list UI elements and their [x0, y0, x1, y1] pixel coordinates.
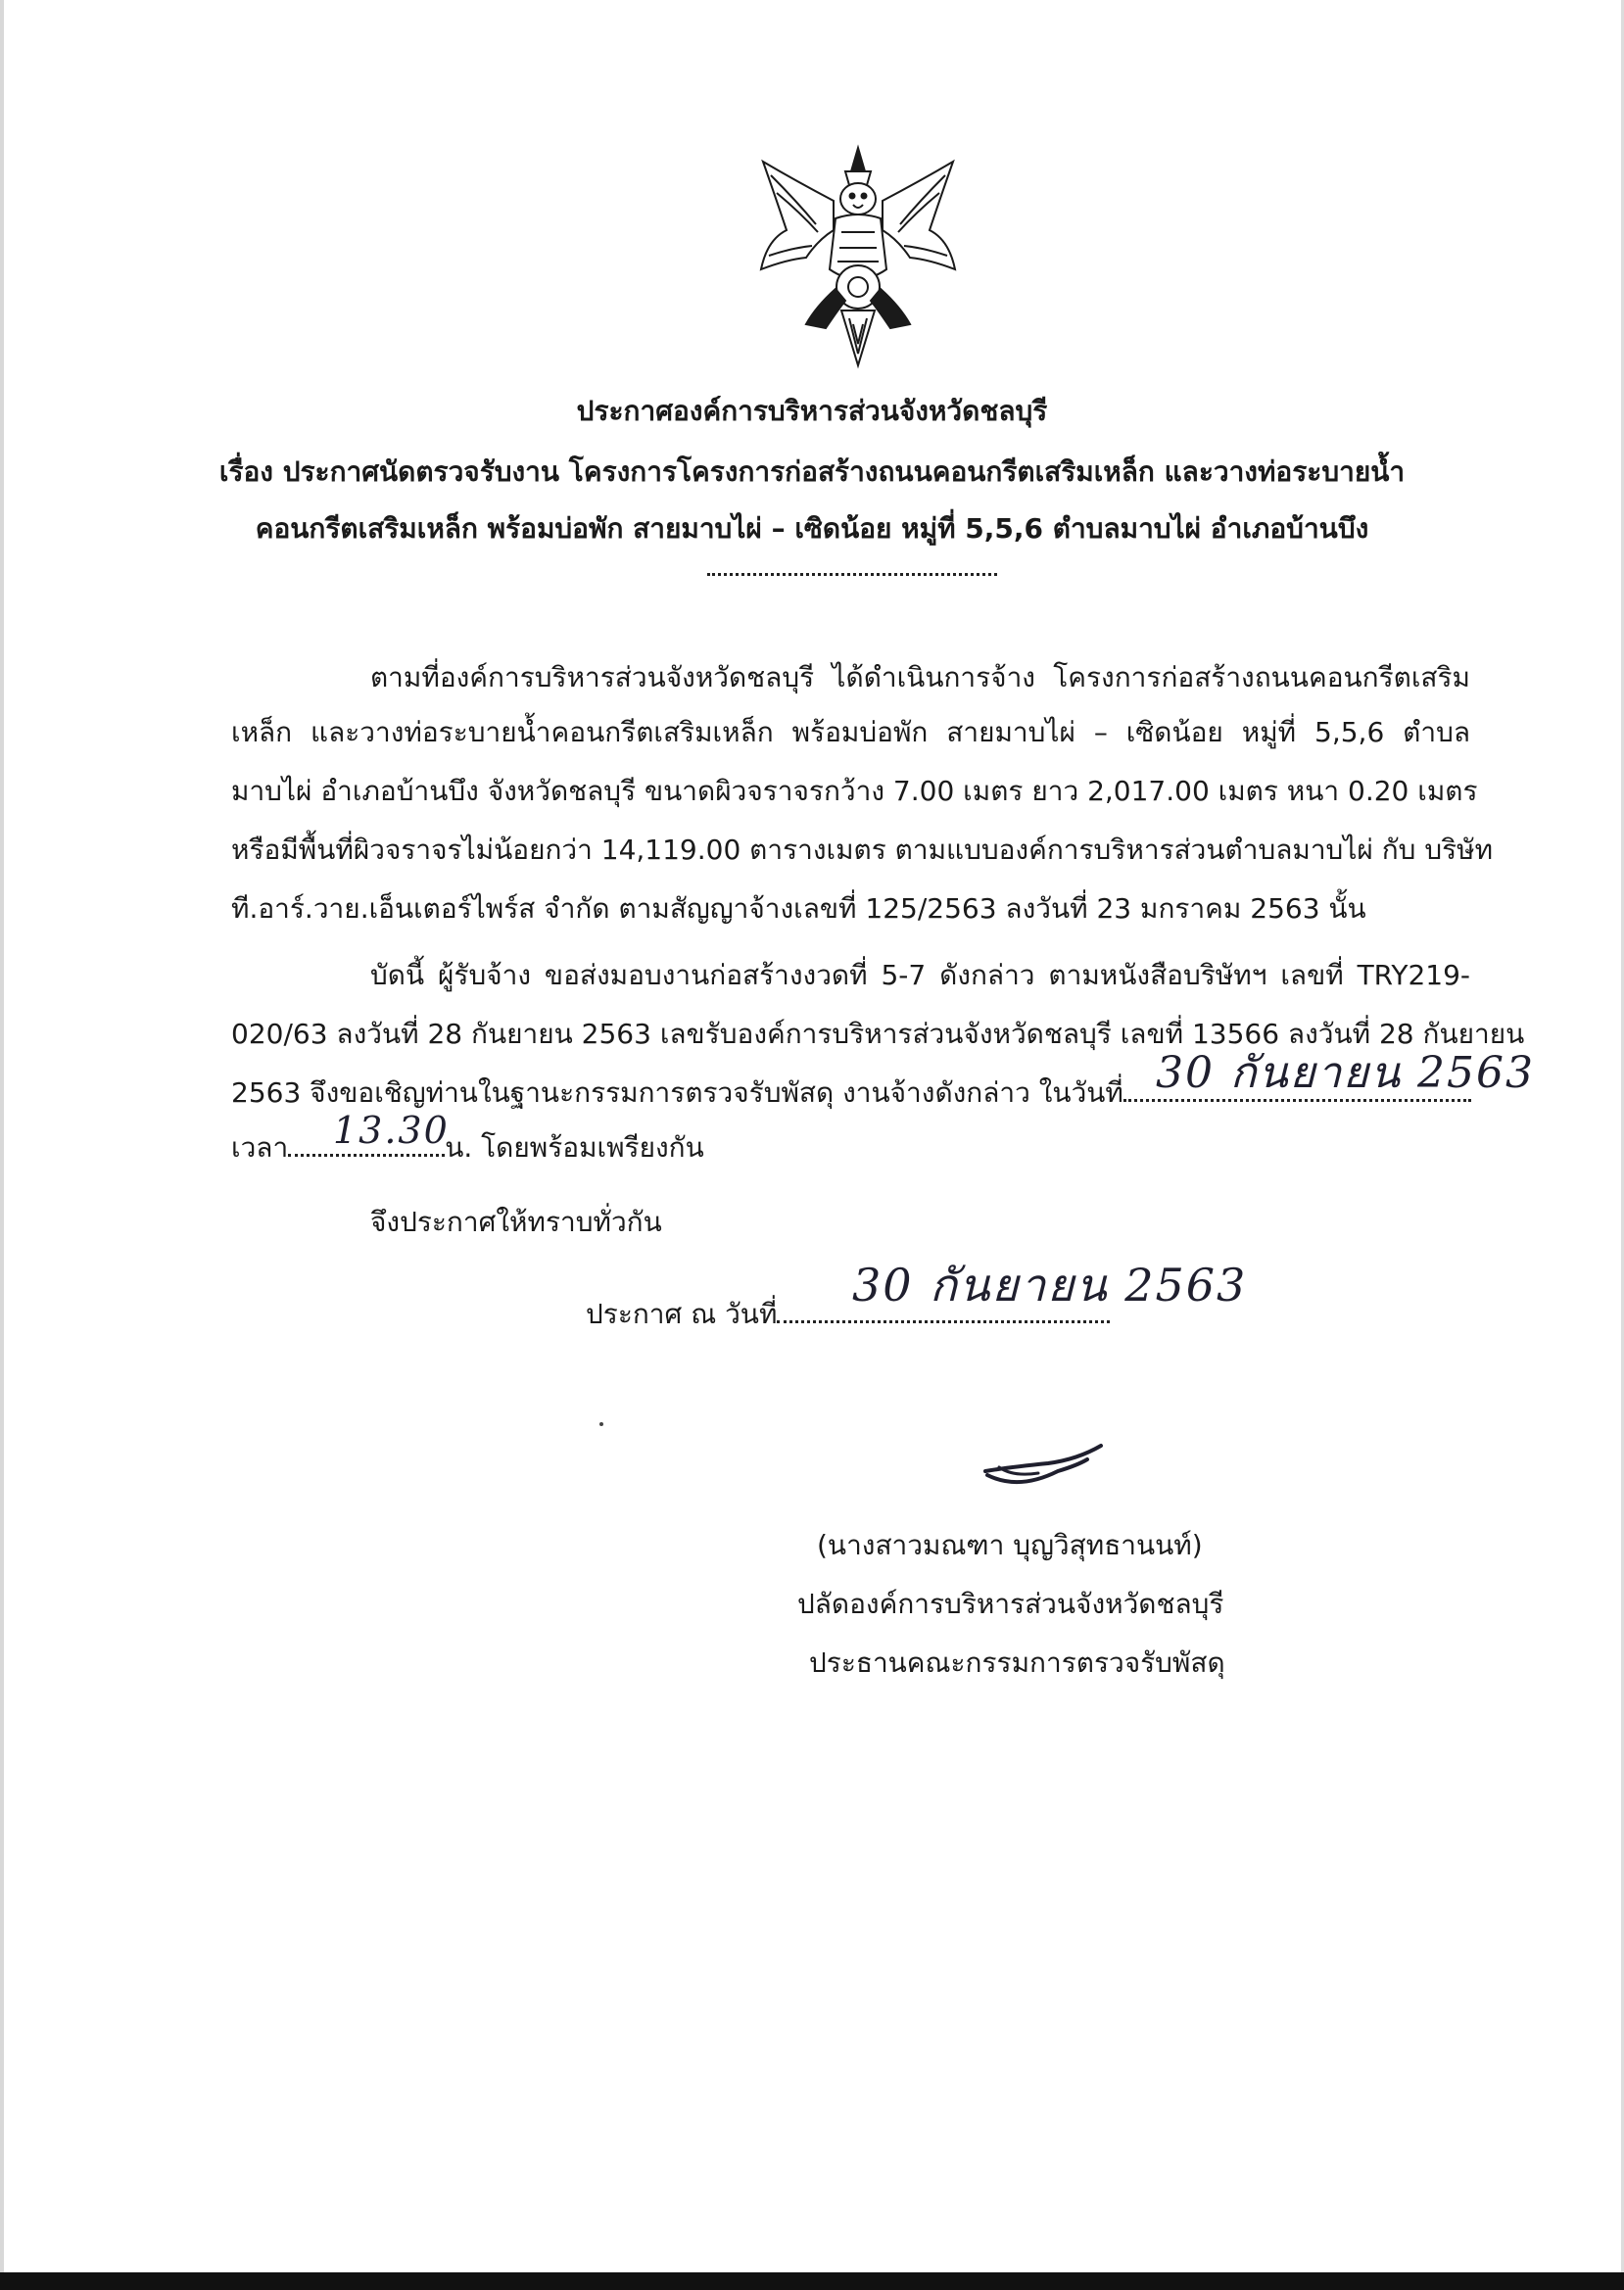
scan-edge-bottom — [0, 2272, 1624, 2290]
paragraph-1-line-5: ที.อาร์.วาย.เอ็นเตอร์ไพร์ส จำกัด ตามสัญญาจ้างเลขที่ 125/2563 ลงวันที่ 23 มกราคม 2563 นั้น — [231, 892, 1366, 925]
handwritten-signature-icon — [979, 1438, 1107, 1497]
paragraph-1-line-2: เหล็ก และวางท่อระบายน้ำคอนกรีตเสริมเหล็ก พร้อมบ่อพัก สายมาบไผ่ – เซิดน้อย หมู่ที่ 5,5,6 ตำบล — [231, 716, 1470, 748]
paragraph-1-line-3: มาบไผ่ อำเภอบ้านบึง จังหวัดชลบุรี ขนาดผิวจราจรกว้าง 7.00 เมตร ยาว 2,017.00 เมตร หนา 0.20 เมตร — [231, 775, 1478, 807]
signatory-position: ปลัดองค์การบริหารส่วนจังหวัดชลบุรี — [797, 1588, 1224, 1620]
closing-statement: จึงประกาศให้ทราบทั่วกัน — [370, 1206, 662, 1238]
garuda-emblem-icon — [757, 142, 959, 369]
announce-date-label: ประกาศ ณ วันที่ — [586, 1298, 778, 1330]
handwritten-date: 30 กันยายน 2563 — [1156, 1048, 1536, 1098]
subject-line-2: คอนกรีตเสริมเหล็ก พร้อมบ่อพัก สายมาบไผ่ – เซิดน้อย หมู่ที่ 5,5,6 ตำบลมาบไผ่ อำเภอบ้านบึง — [255, 512, 1369, 545]
time-suffix: น. โดยพร้อมเพรียงกัน — [445, 1131, 704, 1164]
signatory-role: ประธานคณะกรรมการตรวจรับพัสดุ — [809, 1646, 1225, 1679]
signatory-name: (นางสาวมณฑา บุญวิสุทธานนท์) — [817, 1529, 1203, 1561]
scan-edge-left — [0, 0, 4, 2290]
paragraph-1-line-1: ตามที่องค์การบริหารส่วนจังหวัดชลบุรี ได้ดำเนินการจ้าง โครงการก่อสร้างถนนคอนกรีตเสริม — [370, 661, 1470, 693]
paragraph-2-line-3-text: 2563 จึงขอเชิญท่านในฐานะกรรมการตรวจรับพัสดุ งานจ้างดังกล่าว ในวันที่ — [231, 1076, 1123, 1109]
paragraph-2-time-line — [231, 1128, 704, 1168]
paragraph-2-line-1: บัดนี้ ผู้รับจ้าง ขอส่งมอบงานก่อสร้างงวดที่ 5-7 ดังกล่าว ตามหนังสือบริษัทฯ เลขที่ TRY219- — [370, 959, 1470, 991]
stray-dot — [599, 1422, 603, 1426]
handwritten-announce-date: 30 กันยายน 2563 — [852, 1259, 1248, 1312]
subject-line-1: เรื่อง ประกาศนัดตรวจรับงาน โครงการโครงการก่อสร้างถนนคอนกรีตเสริมเหล็ก และวางท่อระบายน้ำ — [218, 455, 1406, 488]
paragraph-2-line-2: 020/63 ลงวันที่ 28 กันยายน 2563 เลขรับองค์การบริหารส่วนจังหวัดชลบุรี เลขที่ 13566 ลงวันที่ 28 กันยายน — [231, 1018, 1525, 1050]
heading-divider — [707, 573, 997, 576]
agency-title: ประกาศองค์การบริหารส่วนจังหวัดชลบุรี — [576, 395, 1048, 427]
time-prefix: เวลา — [231, 1131, 289, 1164]
paragraph-1-line-4: หรือมีพื้นที่ผิวจราจรไม่น้อยกว่า 14,119.00 ตารางเมตร ตามแบบองค์การบริหารส่วนตำบลมาบไผ่ กับ บริษัท — [231, 834, 1494, 866]
handwritten-time: 13.30 — [333, 1109, 450, 1152]
